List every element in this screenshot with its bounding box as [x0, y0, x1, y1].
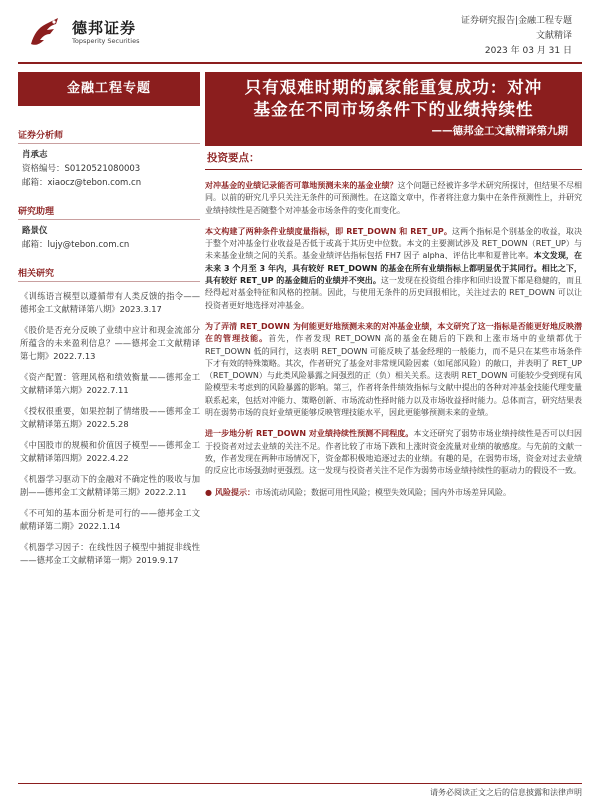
footer-disclaimer: 请务必阅读正文之后的信息披露和法律声明	[430, 788, 582, 797]
logo	[28, 14, 168, 50]
paragraph-lead: 进一步地分析 RET_DOWN 对业绩持续性预测不同程度。	[205, 429, 414, 439]
bullet-icon: ●	[205, 487, 212, 497]
paragraph	[205, 321, 582, 419]
assistant-section-title: 研究助理	[18, 204, 200, 220]
paragraph-text: 首先，作者发现 RET_DOWN 高的基金在随后的下跌和上涨市场中的业绩都优于 RET_DOWN 低的同行，这表明 RET_DOWN 可能反映了基金经理的一般能力，而不是只在某些市场条件下才有效的特殊策略。其次，作者研究了基金对非常规风险因素（如尾部风险）的敞口，并表明了 RET_UP（RET_DOWN）与此类风险暴露之间强烈的正（负）相关关系。这表明 RET_DOWN 可能较少受到现有风险模型未考虑到的风险暴露的影响。第三，作者将条件绩效指标与文献中提出的各种对冲基金技能代理变量联系起来，包括对冲能力、策略创新、市场流动性择时能力以及市场收益择时能力。总体而言，研究结果表明在弱势市场的良好业绩更能够反映管理技能水平，因此更能够预测未来的业绩。	[205, 334, 582, 418]
related-item[interactable]: 《不可知的基本面分析是可行的——德邦金工文献精译第二期》2022.1.14	[20, 508, 200, 531]
logo-name-cn: 德邦证券	[72, 19, 137, 37]
related-section-title: 相关研究	[18, 266, 200, 282]
paragraph	[205, 180, 582, 217]
paragraph-text: 这个问题已经被许多学术研究所探讨，但结果不尽相同。以前的研究几乎只关注无条件的可预测性。在这篇文章中，作者将注意力集中在条件预测性上，并研究业绩持续性是否随整个对冲基金市场条件的变化而变化。	[205, 181, 583, 215]
assistant-info	[18, 224, 200, 252]
paragraph	[205, 428, 582, 477]
related-item[interactable]: 《机器学习驱动下的金融对不确定性的吸收与加剧——德邦金工文献精译第三期》2022.2.11	[20, 474, 200, 497]
related-item[interactable]: 《机器学习因子：在线性因子模型中捕捉非线性——德邦金工文献精译第一期》2019.9.17	[20, 542, 200, 565]
highlights-heading: 投资要点：	[205, 150, 582, 170]
related-item[interactable]: 《中国股市的规模和价值因子模型——德邦金工文献精译第四期》2022.4.22	[20, 440, 200, 463]
risk-text: 市场流动风险；数据可用性风险；模型失效风险；国内外市场差异风险。	[255, 487, 511, 497]
paragraph-emphasis: 本文发现，在未来 3 个月至 3 年内，具有较好 RET_DOWN 的基金在所有业绩指标上都明显优于其同行。相比之下，具有较好 RET_UP 的基金随后的业绩并不突出。	[205, 251, 583, 286]
analyst-section-title: 证券分析师	[18, 128, 200, 144]
main-body	[205, 180, 582, 508]
title-line-2: 基金在不同市场条件下的业绩持续性	[253, 100, 534, 119]
report-title	[205, 72, 582, 146]
paragraph-text: 这两个指标是个别基金的收益，取决于整个对冲基金行业收益是否低于或高于其历史中位数。本文的主要测试涉及 RET_DOWN（RET_UP）与未来基金业绩之间的关系。基金业绩评估指标包括 FH7 因子 alpha、评估比率和夏普比率。	[205, 226, 583, 261]
assistant-email[interactable]: 邮箱：lujy@tebon.com.cn	[22, 240, 130, 250]
sidebar	[18, 72, 200, 567]
assistant-name: 路景仪	[22, 226, 48, 236]
paragraph-text: 本文还研究了弱势市场业绩持续性是否可以归因于投资者对过去业绩的关注不足。作者比较了市场下跌和上涨时资金流量对业绩的敏感度。与先前的文献一致，作者发现在两种市场情况下，资金都积极地追逐过去的业绩。有趣的是，在弱势市场，资金对过去业绩的反应比市场强劲时更强烈。这一发现与投资者关注不足作为弱势市场业绩持续性的驱动力的假设不一致。	[205, 429, 582, 476]
related-item[interactable]: 《资产配置：管理风格和绩效衡量——德邦金工文献精译第六期》2022.7.11	[20, 372, 200, 395]
related-item[interactable]: 《训练语言模型以遵循带有人类反馈的指令——德邦金工文献精译第八期》2023.3.17	[20, 291, 200, 314]
related-item[interactable]: 《股价是否充分反映了业绩中应计和现金流部分所蕴含的未来盈利信息？——德邦金工文献精译第七期》2022.7.13	[20, 325, 200, 361]
report-date: 2023 年 03 月 31 日	[484, 46, 572, 56]
related-item[interactable]: 《授权很重要，如果控制了情绪股——德邦金工文献精译第五期》2022.5.28	[20, 406, 200, 429]
report-subtype: 文献精译	[535, 31, 572, 41]
dragon-logo-icon	[28, 16, 64, 48]
paragraph	[205, 226, 582, 312]
title-line-1: 只有艰难时期的赢家能重复成功：对冲	[244, 78, 543, 97]
risk-label: 风险提示：	[215, 487, 255, 497]
paragraph-lead: 对冲基金的业绩记录能否可靠地预测未来的基金业绩？	[205, 181, 398, 190]
related-list	[18, 290, 200, 567]
analyst-info	[18, 148, 200, 190]
analyst-email[interactable]: 邮箱：xiaocz@tebon.com.cn	[22, 178, 142, 188]
footer-divider	[18, 783, 582, 784]
paragraph-text: 这一发现在投资组合排序和回归设置下都是稳健的，而且经得起对基金特征和风格的控制。因此，与使用无条件的历史回报相比，关注过去的 RET_DOWN 可以让投资者更好地选择对冲基金。	[205, 276, 582, 310]
logo-name-en: Topsperity Securities	[72, 37, 140, 45]
analyst-name: 肖承志	[22, 150, 48, 160]
paragraph-lead: 本文构建了两种条件业绩度量指标，即 RET_DOWN 和 RET_UP。	[205, 226, 452, 236]
header-divider	[18, 62, 582, 64]
paragraph-lead: 为了弄清 RET_DOWN 为何能更好地预测未来的对冲基金业绩，本文研究了这一指标是否能更好地反映潜在的管理技能。	[205, 321, 582, 344]
analyst-cert: 资格编号：S0120521080003	[22, 164, 141, 174]
report-type: 证券研究报告|金融工程专题	[460, 16, 572, 26]
report-meta	[461, 14, 572, 59]
topic-tag: 金融工程专题	[18, 72, 200, 106]
title-series: ——德邦金工文献精译第九期	[431, 125, 568, 137]
risk-note	[205, 487, 582, 499]
